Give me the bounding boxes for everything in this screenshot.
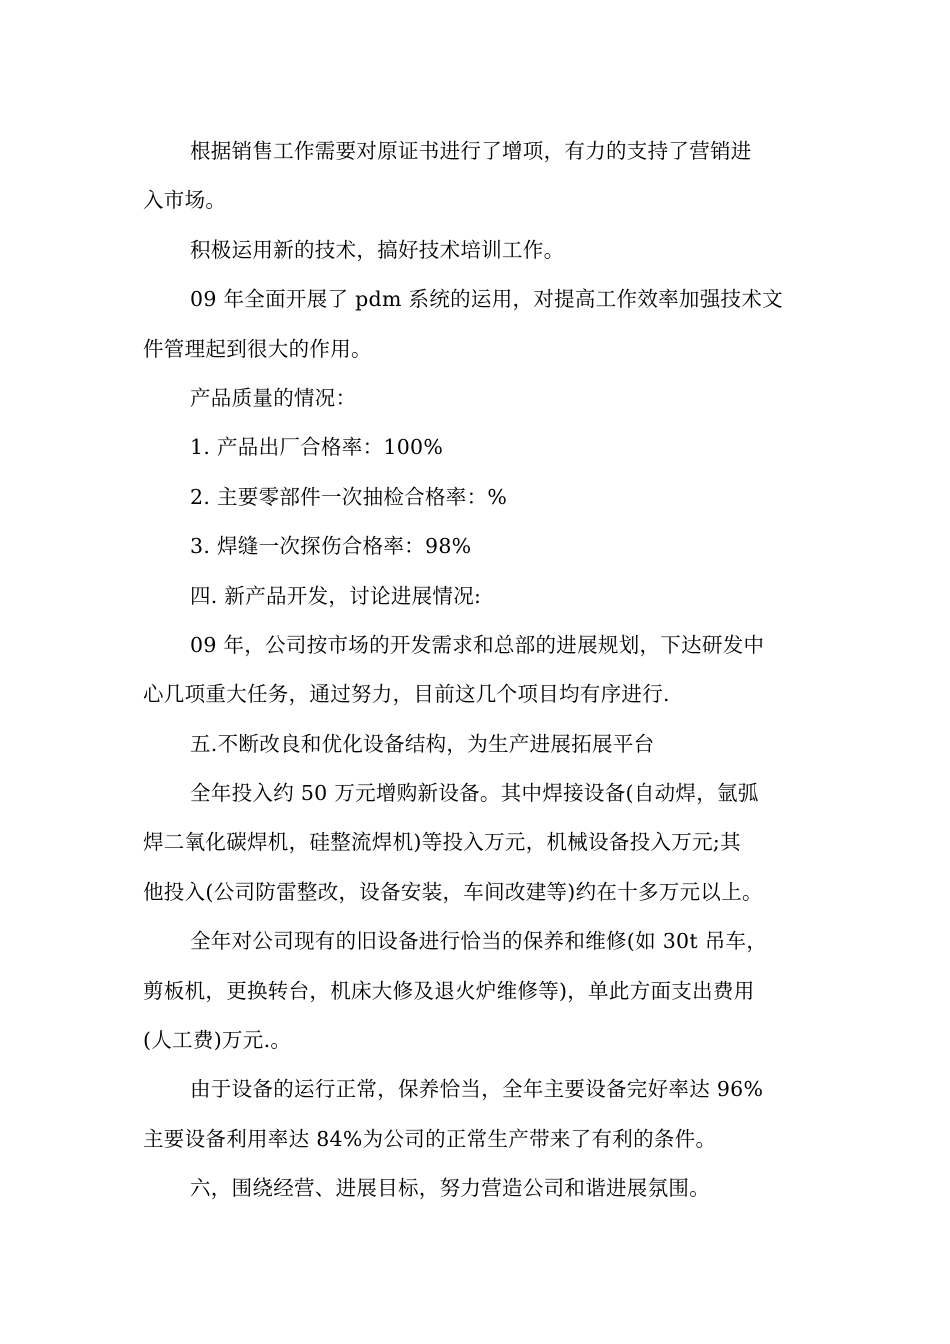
list-item-quality-1 [143,423,811,472]
text-line [143,967,811,1016]
text-line [143,275,811,324]
section-heading-five [143,720,811,769]
text-line [143,176,811,225]
document-body [143,127,811,1214]
text-span: 根据销售工作需要对原证书进行了增项，有力的支持了营销进 [190,139,752,163]
section-heading-six [143,1164,811,1213]
text-span: 主要设备利用率达 84%为公司的正常生产带来了有利的条件。 [143,1126,717,1151]
paragraph-certificate [143,127,811,226]
text-line [143,917,811,966]
text-line [143,1115,811,1164]
text-span: 09 年全面开展了 pdm 系统的运用，对提高工作效率加强技术文 [190,287,783,312]
text-line [143,127,811,176]
text-line [143,325,811,374]
text-span: 件管理起到很大的作用。 [143,336,372,361]
text-span: 他投入(公司防雷整改，设备安装，车间改建等)约在十多万元以上。 [143,879,763,904]
text-span: 入市场。 [143,188,227,213]
text-line [143,226,811,275]
paragraph-equipment-rates [143,1065,811,1164]
text-span: 产品质量的情况： [190,385,357,410]
text-span: 由于设备的运行正常，保养恰当，全年主要设备完好率达 96% [190,1077,764,1102]
text-span: 四. 新产品开发，讨论进展情况: [190,583,482,608]
text-line [143,769,811,818]
list-item-quality-3 [143,522,811,571]
text-span: 1. 产品出厂合格率：100% [190,435,444,460]
paragraph-technology [143,226,811,275]
text-line [143,1164,811,1213]
text-span: 09 年，公司按市场的开发需求和总部的进展规划，下达研发中 [190,632,765,657]
text-line [143,1065,811,1114]
text-span: 积极运用新的技术，搞好技术培训工作。 [190,237,565,262]
text-span: 六，围绕经营、进展目标，努力营造公司和谐进展氛围。 [190,1176,710,1201]
text-span: 2. 主要零部件一次抽检合格率：% [190,484,508,509]
text-span: 心几项重大任务，通过努力，目前这几个项目均有序进行. [143,682,670,707]
list-item-quality-2 [143,473,811,522]
text-line [143,522,811,571]
text-line [143,374,811,423]
text-span: 全年对公司现有的旧设备进行恰当的保养和维修(如 30t 吊车， [190,929,768,954]
text-line [143,473,811,522]
text-span: 剪板机，更换转台，机床大修及退火炉维修等)，单此方面支出费用 [143,978,755,1003]
text-line [143,621,811,670]
paragraph-pdm [143,275,811,374]
paragraph-quality-heading [143,374,811,423]
text-span: 全年投入约 50 万元增购新设备。其中焊接设备(自动焊，氩弧 [190,781,759,806]
paragraph-equipment-investment [143,769,811,917]
paragraph-maintenance [143,917,811,1065]
text-line [143,868,811,917]
paragraph-research [143,621,811,720]
text-line [143,818,811,867]
text-span: (人工费)万元.。 [143,1028,292,1053]
text-line [143,1016,811,1065]
text-line [143,670,811,719]
text-line [143,720,811,769]
text-span: 焊二氧化碳焊机，硅整流焊机)等投入万元，机械设备投入万元;其 [143,830,741,855]
text-span: 3. 焊缝一次探伤合格率：98% [190,534,472,559]
text-line [143,423,811,472]
text-span: 五.不断改良和优化设备结构，为生产进展拓展平台 [190,731,655,756]
section-heading-four [143,572,811,621]
text-line [143,572,811,621]
